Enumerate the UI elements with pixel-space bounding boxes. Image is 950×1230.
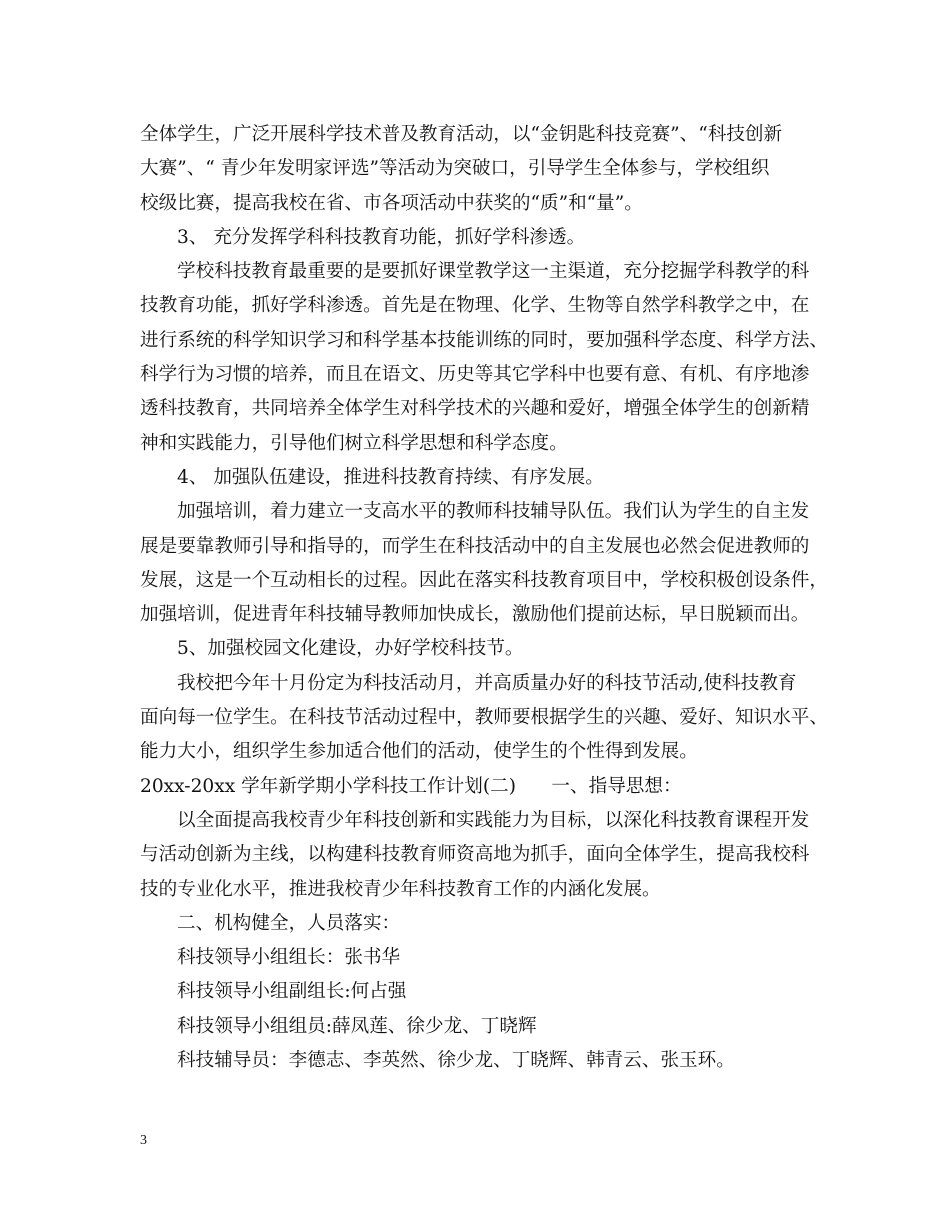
text-line-17: 我校把今年十月份定为科技活动月，并高质量办好的科技节活动,使科技教育	[177, 672, 797, 694]
text-line-1: 全体学生，广泛开展科学技术普及教育活动，以“金钥匙科技竞赛”、“科技创新	[140, 124, 783, 145]
plan-title-line: 20xx-20xx 学年新学期小学科技工作计划(二) 一、指导思想：	[140, 775, 682, 797]
text-line-2: 大赛”、“ 青少年发明家评选”等活动为突破口，引导学生全体参与，学校组织	[140, 158, 770, 180]
text-line-23: 技的专业化水平，推进我校青少年科技教育工作的内涵化发展。	[140, 878, 661, 900]
text-line-7: 进行系统的科学知识学习和科学基本技能训练的同时，要加强科学态度、科学方法、	[140, 329, 828, 351]
staff-line-members: 科技领导小组组员:薛凤莲、徐少龙、丁晓辉	[177, 1015, 537, 1037]
text-line-19: 能力大小，组织学生参加适合他们的活动，使学生的个性得到发展。	[140, 741, 698, 763]
section-heading-organization: 二、机构健全，人员落实：	[177, 912, 401, 934]
page-number: 3	[140, 1133, 147, 1148]
text-line-22: 与活动创新为主线，以构建科技教育师资高地为抓手，面向全体学生，提高我校科	[140, 844, 810, 866]
text-line-5: 学校科技教育最重要的是要抓好课堂教学这一主渠道，充分挖掘学科教学的科	[177, 261, 810, 283]
text-line-6: 技教育功能，抓好学科渗透。首先是在物理、化学、生物等自然学科教学之中，在	[140, 295, 810, 317]
staff-line-counselors: 科技辅导员：李德志、李英然、徐少龙、丁晓辉、韩青云、张玉环。	[177, 1050, 735, 1072]
section-heading-4: 4、 加强队伍建设，推进科技教育持续、有序发展。	[177, 466, 604, 488]
text-line-13: 展是要靠教师引导和指导的，而学生在科技活动中的自主发展也必然会促进教师的	[140, 535, 810, 557]
document-body	[140, 118, 830, 1078]
text-line-10: 神和实践能力，引导他们树立科学思想和科学态度。	[140, 432, 568, 454]
staff-line-deputy: 科技领导小组副组长:何占强	[177, 981, 407, 1003]
section-heading-5: 5、加强校园文化建设，办好学校科技节。	[177, 638, 524, 660]
text-line-18: 面向每一位学生。在科技节活动过程中，教师要根据学生的兴趣、爱好、知识水平、	[140, 707, 828, 729]
text-line-9: 透科技教育，共同培养全体学生对科学技术的兴趣和爱好，增强全体学生的创新精	[140, 398, 810, 420]
section-heading-3: 3、 充分发挥学科科技教育功能，抓好学科渗透。	[177, 226, 586, 248]
text-line-12: 加强培训，着力建立一支高水平的教师科技辅导队伍。我们认为学生的自主发	[177, 501, 810, 523]
text-line-14: 发展，这是一个互动相长的过程。因此在落实科技教育项目中，学校积极创设条件，	[140, 569, 828, 591]
text-line-8: 科学行为习惯的培养，而且在语文、历史等其它学科中也要有意、有机、有序地渗	[140, 364, 810, 386]
text-line-15: 加强培训，促进青年科技辅导教师加快成长，激励他们提前达标，早日脱颖而出。	[140, 604, 810, 626]
staff-line-leader: 科技领导小组组长：张书华	[177, 947, 401, 969]
text-line-3: 校级比赛，提高我校在省、市各项活动中获奖的“质”和“量”。	[140, 192, 643, 214]
text-line-21: 以全面提高我校青少年科技创新和实践能力为目标，以深化科技教育课程开发	[177, 809, 810, 831]
